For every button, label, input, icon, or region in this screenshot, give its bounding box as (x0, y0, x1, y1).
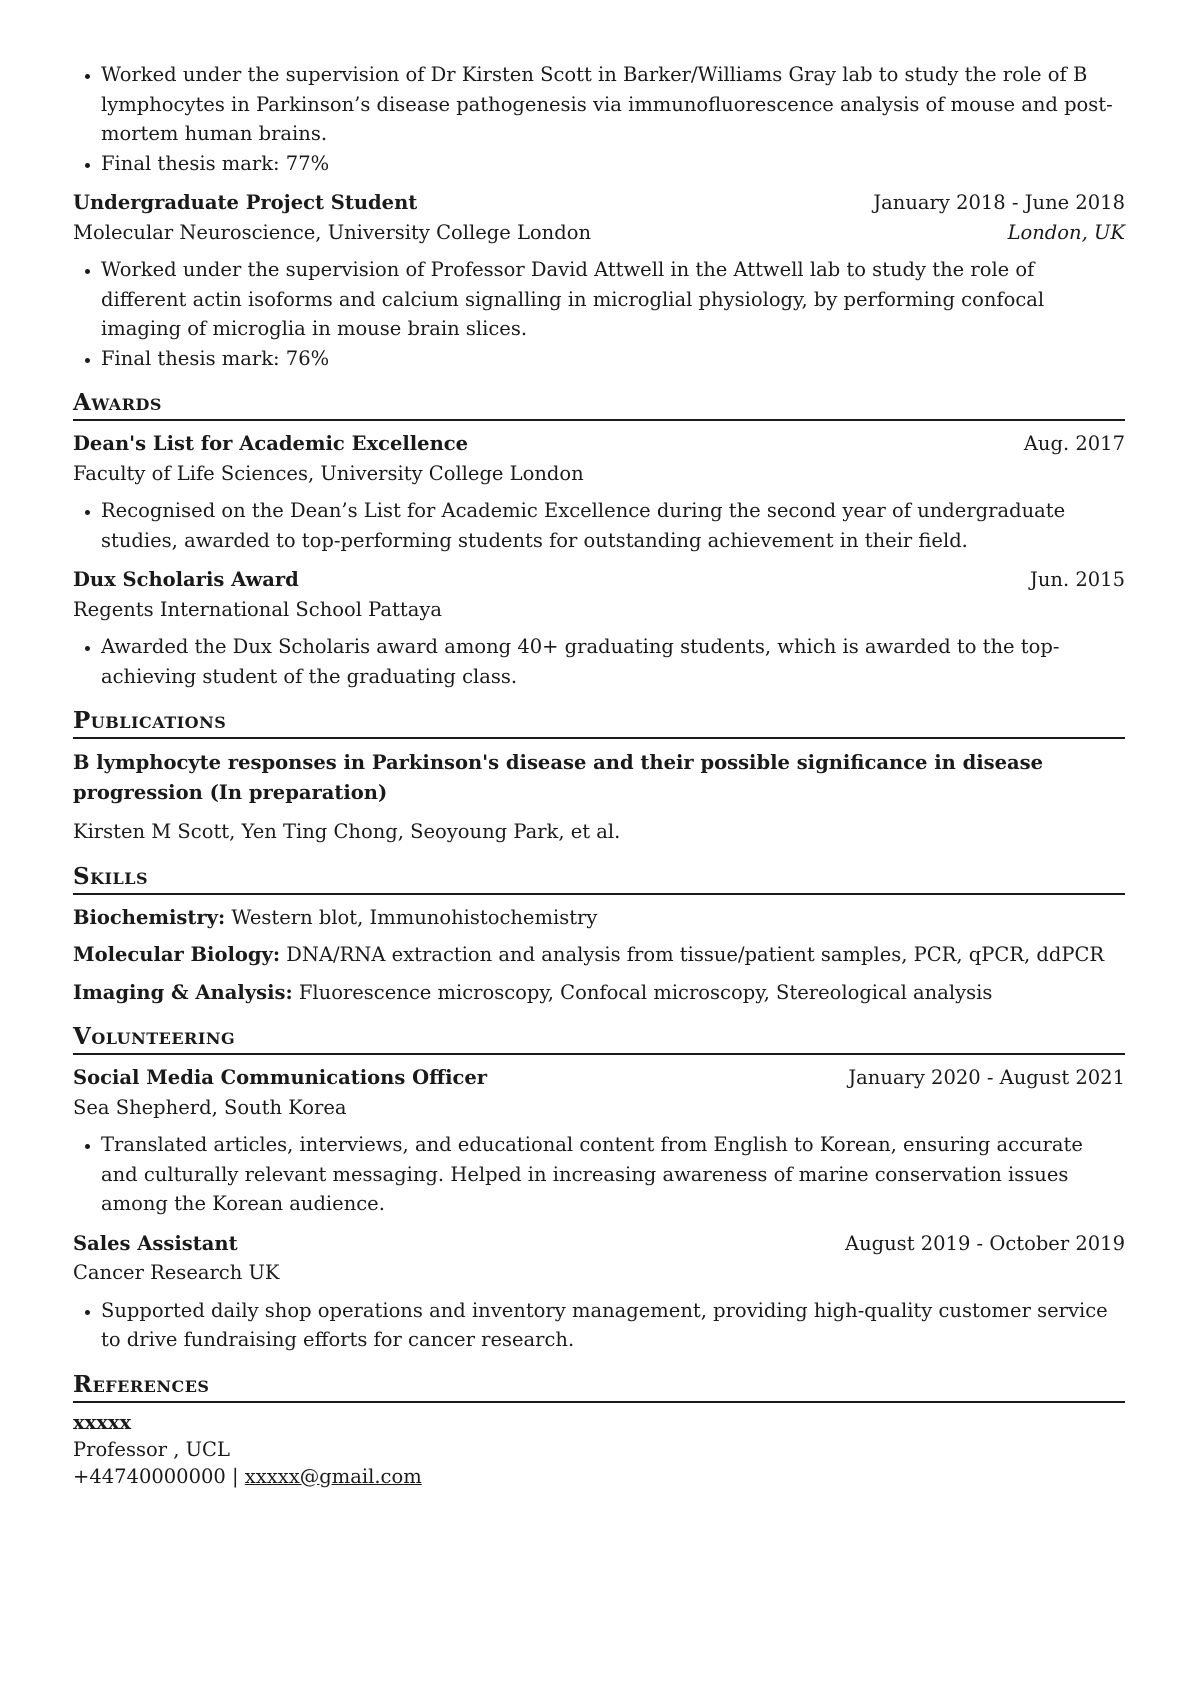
bullet-item: • Final thesis mark: 77% (101, 149, 1125, 179)
reference-entry (73, 1409, 1125, 1490)
contact-separator: | (225, 1464, 245, 1488)
reference-phone: +44740000000 (73, 1464, 226, 1488)
reference-name: xxxxx (73, 1410, 132, 1434)
award-bullets (73, 632, 1125, 691)
skill-label: Biochemistry: (73, 905, 226, 929)
section-heading-references: References (73, 1371, 1125, 1403)
bullet-item: • Final thesis mark: 76% (101, 344, 1125, 374)
prev-entry-bullets (73, 60, 1125, 178)
bullet-item: • Worked under the supervision of Dr Kirsten Scott in Barker/Williams Gray lab to study the role of B lymphocytes in Parkinson’s disease pathogenesis via immunofluorescence analysis of mouse and post-mortem human brains. (101, 60, 1125, 149)
volunteer-bullets (73, 1296, 1125, 1355)
entry-title: Dux Scholaris Award (73, 568, 299, 591)
bullet-item: • Recognised on the Dean’s List for Academic Excellence during the second year of undergraduate studies, awarded to top-performing students for outstanding achievement in their field. (101, 496, 1125, 555)
entry-title: Sales Assistant (73, 1231, 238, 1255)
bullet-item: • Worked under the supervision of Professor David Attwell in the Attwell lab to study the role of different actin isoforms and calcium signalling in microglial physiology, by performing confocal imaging of microglia in mouse brain slices. (101, 255, 1125, 344)
skill-value: DNA/RNA extraction and analysis from tissue/patient samples, PCR, qPCR, ddPCR (280, 943, 1105, 966)
section-heading-skills: Skills (73, 863, 1125, 895)
entry-dates: January 2020 - August 2021 (848, 1066, 1125, 1089)
bullet-item: • Supported daily shop operations and inventory management, providing high-quality customer service to drive fundraising efforts for cancer research. (101, 1296, 1125, 1355)
entry-location: London, UK (1007, 220, 1125, 244)
entry-org: Molecular Neuroscience, University College London (73, 220, 592, 244)
publication-title: B lymphocyte responses in Parkinson's disease and their possible significance in disease progression (In preparation) (73, 751, 1044, 804)
entry-org: Sea Shepherd, South Korea (73, 1095, 347, 1119)
entry-org: Cancer Research UK (73, 1261, 280, 1284)
entry-title: Social Media Communications Officer (73, 1066, 488, 1089)
publication-authors: Kirsten M Scott, Yen Ting Chong, Seoyoung Park, et al. (73, 820, 621, 843)
skill-row (73, 978, 1125, 1008)
entry-title: Dean's List for Academic Excellence (73, 432, 469, 455)
award-entry (73, 565, 1125, 624)
reference-contact (73, 1463, 1125, 1490)
skill-label: Molecular Biology: (73, 943, 281, 966)
entry-dates: January 2018 - June 2018 (873, 191, 1125, 214)
award-entry (73, 429, 1125, 488)
reference-position: Professor , UCL (73, 1437, 230, 1461)
skill-value: Western blot, Immunohistochemistry (225, 905, 598, 929)
award-bullets (73, 496, 1125, 555)
entry-org: Regents International School Pattaya (73, 597, 442, 621)
volunteer-entry (73, 1229, 1125, 1288)
skill-row (73, 940, 1125, 970)
skill-value: Fluorescence microscopy, Confocal microscopy, Stereological analysis (292, 980, 993, 1004)
volunteer-bullets (73, 1130, 1125, 1219)
entry-date: Jun. 2015 (1030, 568, 1125, 591)
volunteer-entry (73, 1063, 1125, 1122)
entry-org: Faculty of Life Sciences, University College London (73, 461, 584, 485)
ug-entry (73, 188, 1125, 247)
ug-entry-bullets (73, 255, 1125, 373)
skill-label: Imaging & Analysis: (73, 980, 293, 1004)
entry-dates: August 2019 - October 2019 (845, 1231, 1125, 1255)
entry-title: Undergraduate Project Student (73, 191, 418, 214)
bullet-item: • Awarded the Dux Scholaris award among 40+ graduating students, which is awarded to the top-achieving student of the graduating class. (101, 632, 1125, 691)
skill-row (73, 903, 1125, 933)
entry-date: Aug. 2017 (1023, 432, 1125, 455)
section-heading-publications: Publications (73, 707, 1125, 739)
section-heading-volunteering: Volunteering (73, 1023, 1125, 1055)
section-heading-awards: Awards (73, 389, 1125, 421)
reference-email-link[interactable]: xxxxx@gmail.com (244, 1464, 422, 1488)
bullet-item: • Translated articles, interviews, and educational content from English to Korean, ensuring accurate and culturally relevant messaging. Helped in increasing awareness of marine conservation issues among the Korean audience. (101, 1130, 1125, 1219)
